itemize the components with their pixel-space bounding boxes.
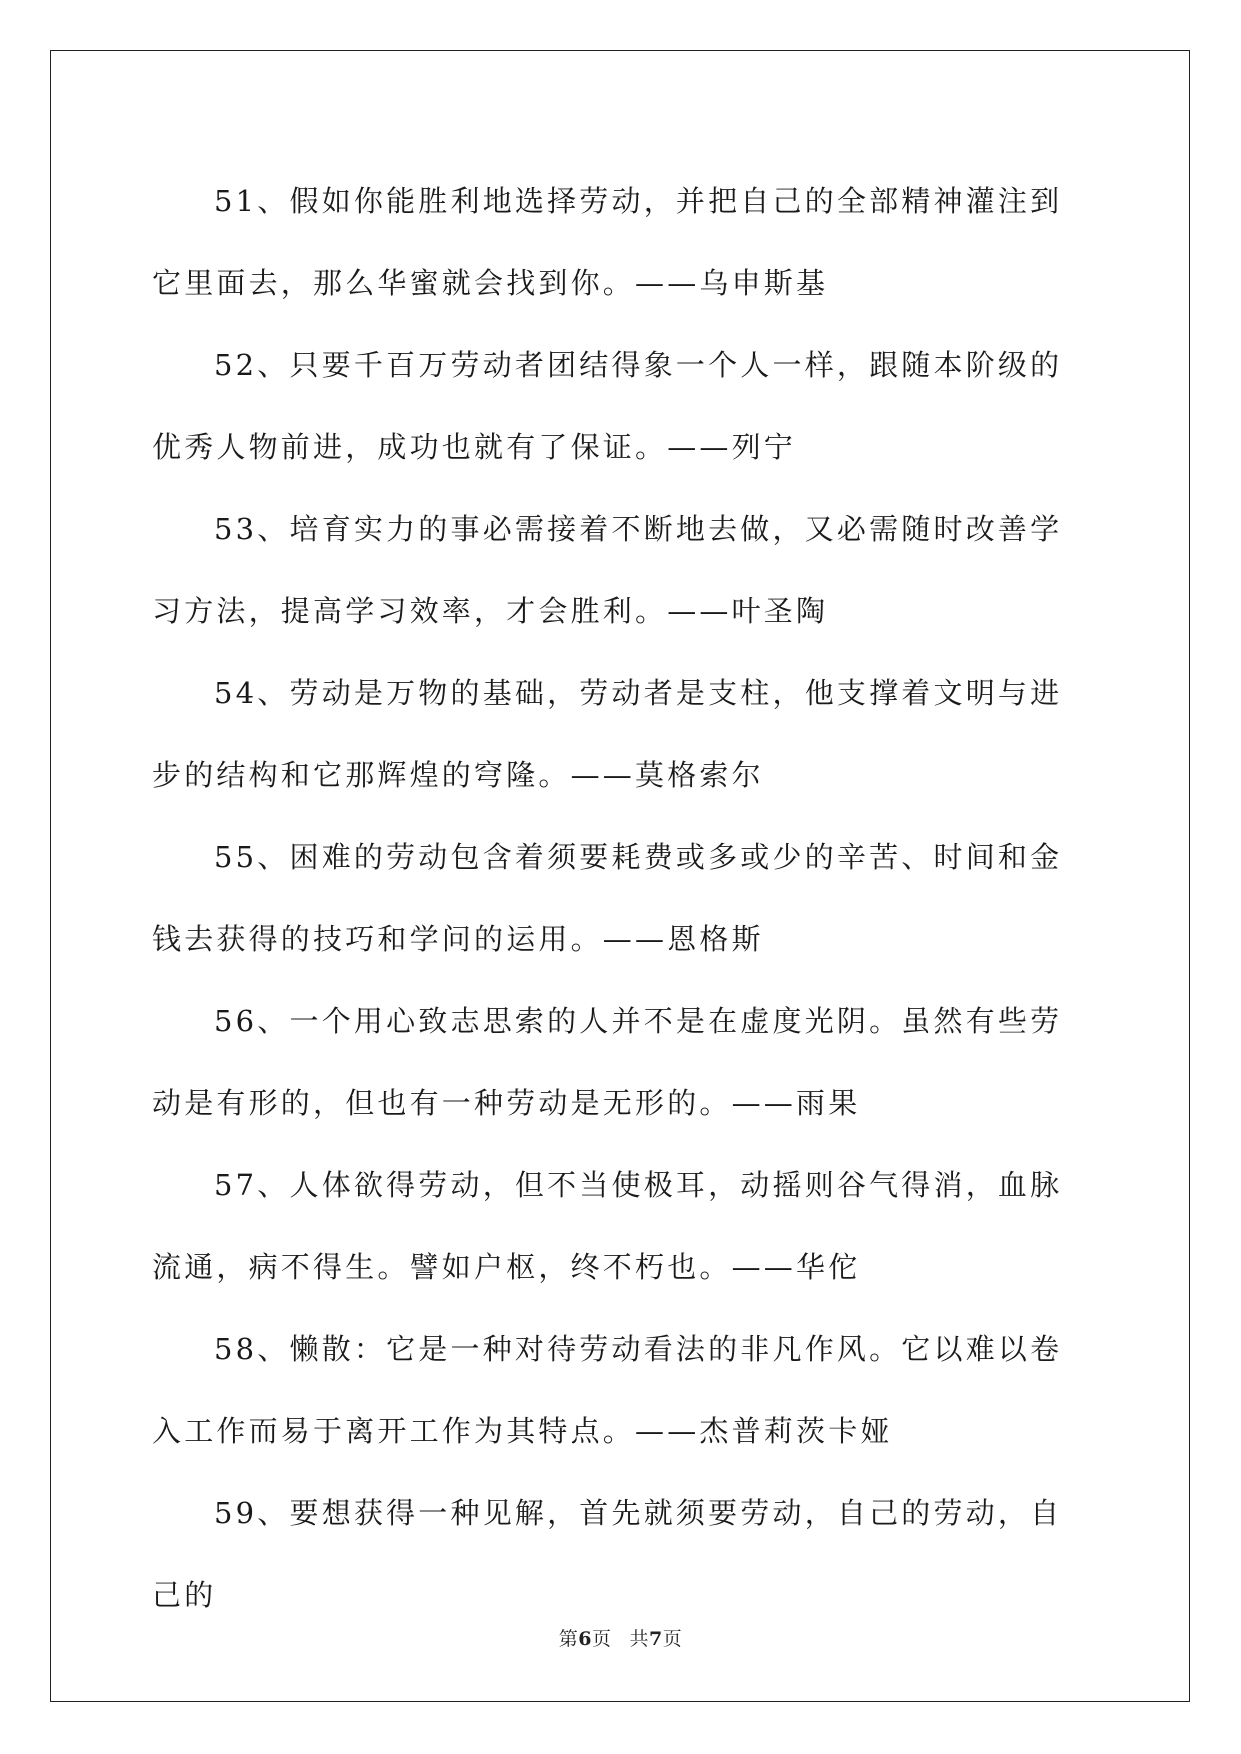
page-current: 6 [578,1628,592,1650]
total-prefix: 共 [629,1628,650,1650]
total-suffix: 页 [662,1628,683,1650]
page-footer [0,1624,1241,1651]
quote-59: 59、要想获得一种见解，首先就须要劳动，自己的劳动，自己的 [152,1496,1063,1612]
quote-51: 51、假如你能胜利地选择劳动，并把自己的全部精神灌注到它里面去，那么华蜜就会找到你。——乌申斯基 [152,184,1063,300]
quote-58: 58、懒散：它是一种对待劳动看法的非凡作风。它以难以卷入工作而易于离开工作为其特点。——杰普莉茨卡娅 [152,1332,1063,1448]
quote-55: 55、困难的劳动包含着须要耗费或多或少的辛苦、时间和金钱去获得的技巧和学问的运用。——恩格斯 [152,840,1063,956]
page-total: 7 [649,1628,663,1650]
quote-56: 56、一个用心致志思索的人并不是在虚度光阴。虽然有些劳动是有形的，但也有一种劳动是无形的。——雨果 [152,1004,1063,1120]
page-prefix: 第 [558,1628,579,1650]
quote-54: 54、劳动是万物的基础，劳动者是支柱，他支撑着文明与进步的结构和它那辉煌的穹隆。——莫格索尔 [152,676,1063,792]
page-suffix: 页 [591,1628,612,1650]
quote-57: 57、人体欲得劳动，但不当使极耳，动摇则谷气得消，血脉流通，病不得生。譬如户枢，终不朽也。——华佗 [152,1168,1063,1284]
quote-52: 52、只要千百万劳动者团结得象一个人一样，跟随本阶级的优秀人物前进，成功也就有了保证。——列宁 [152,348,1063,464]
quote-list [152,160,1092,1636]
quote-53: 53、培育实力的事必需接着不断地去做，又必需随时改善学习方法，提高学习效率，才会胜利。——叶圣陶 [152,512,1063,628]
